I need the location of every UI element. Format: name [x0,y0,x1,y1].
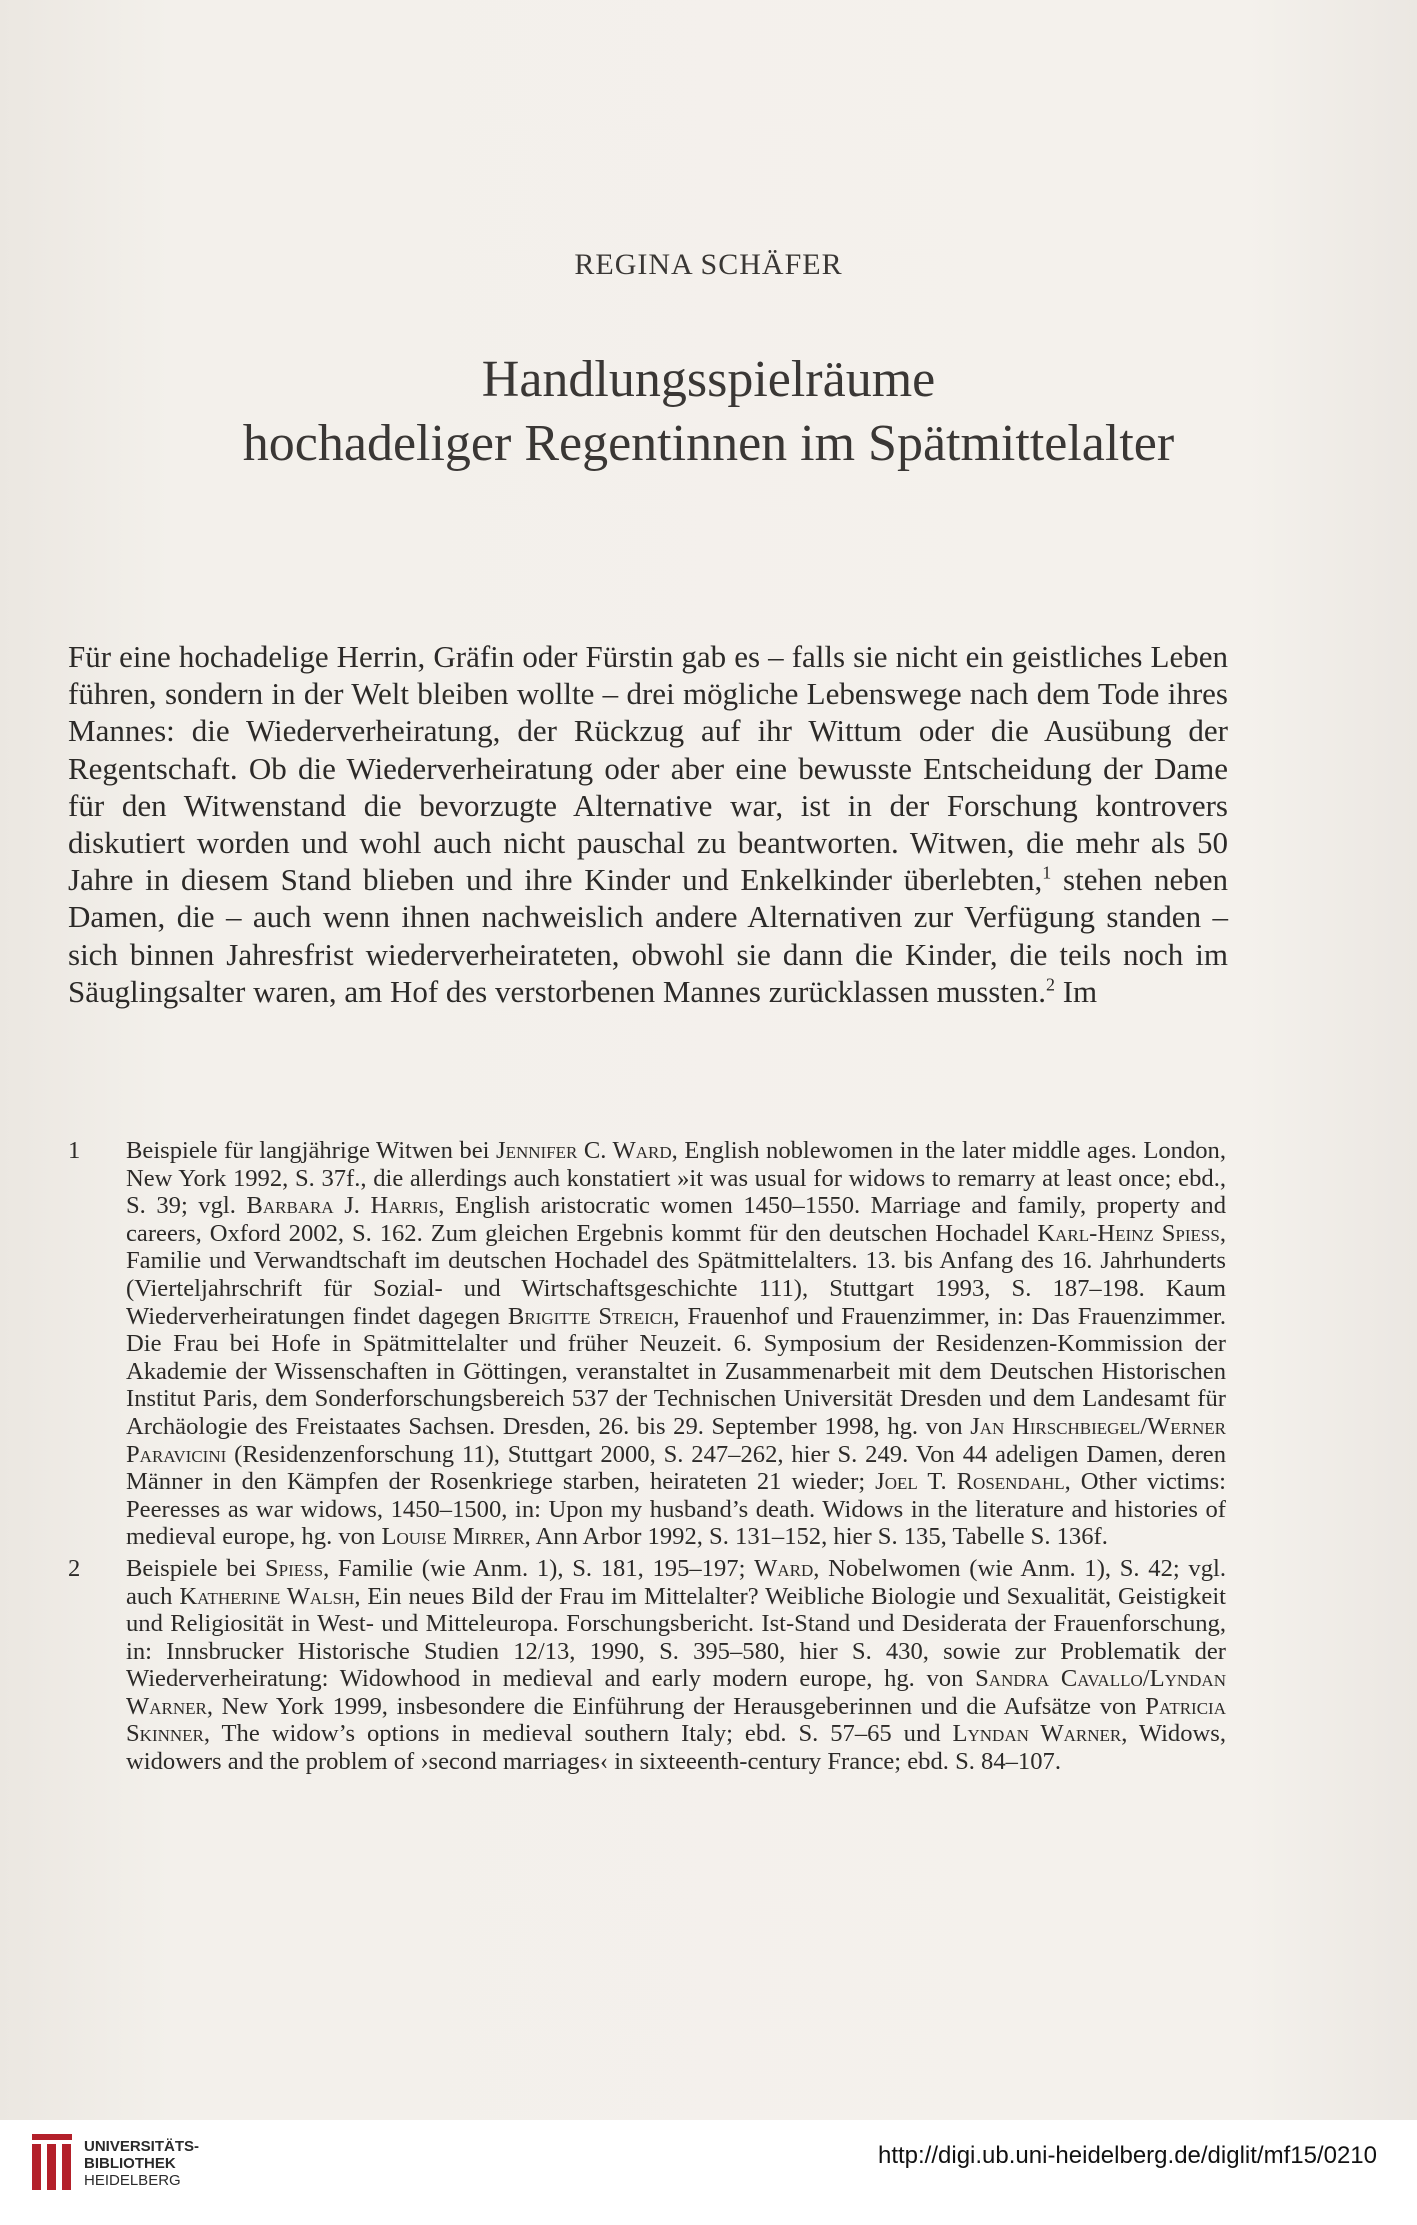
cited-author: Karl-Heinz Spiess [1037,1219,1220,1247]
library-name-line-1: UNIVERSITÄTS- [84,2138,200,2155]
cited-author: Ward [754,1554,814,1582]
footnote-text-segment: Beispiele für langjährige Witwen bei [126,1137,496,1164]
footnote-text-segment: , Familie (wie Anm. 1), S. 181, 195–197; [323,1554,755,1582]
footnote-text-segment: (Residenzenforschung 11), Stuttgart 2000, S. 247–262, hier S. 249. Von 44 adeligen Damen, deren Männer in den Kämpfen der Rosenkriege starben, heirateten 21 wieder; [126,1440,1226,1496]
cited-author: Jan Hirschbiegel/Werner Paravicini [126,1412,1226,1468]
cited-author: Barbara J. Harris [246,1192,439,1220]
title-line-1: Handlungsspielräume [481,351,936,408]
footnote-text-segment: , English aristocratic women 1450–1550. Marriage and family, property and careers, Oxford 2002, S. 162. Zum gleichen Ergebnis kommt für den deutschen Hochadel [126,1192,1226,1247]
footnote-text-segment: , Widows, widowers and the problem of ›second marriages‹ in sixteeenth-century France; ebd. S. 84–107. [126,1720,1226,1776]
cited-author: Spiess [264,1554,324,1582]
footnote-text-segment: , Ein neues Bild der Frau im Mittelalter? Weibliche Biologie und Sexualität, Geistigkeit und Religiosität in West- und Mitteleuropa. Forschungsbericht. Ist-Stand und Desiderata der Frauenforschung, in: Innsbrucker Historische Studien 12/13, 1990, S. 395–580, hier S. 430, sowie zur Problematik der Wiederverheiratung: Widowhood in medieval and early modern europe, hg. von [126,1582,1226,1693]
library-name-line-2: BIBLIOTHEK [84,2155,176,2172]
cited-author: Joel T. Rosendahl [875,1468,1065,1496]
footnote-text-segment: , Frauenhof und Frauenzimmer, in: Das Frauenzimmer. Die Frau bei Hofe in Spätmittelalter und früher Neuzeit. 6. Symposium der Residenzen-Kommission der Akademie der Wissenschaften in Göttingen, veranstaltet in Zusammenarbeit mit dem Deutschen Historischen Institut Paris, dem Sonderforschungsbereich 537 der Technischen Universität Dresden und dem Landesamt für Archäologie des Freistaates Sachsen. Dresden, 26. bis 29. September 1998, hg. von [126,1302,1226,1440]
footnote-text-segment: Beispiele bei [126,1554,265,1582]
footnote-number: 2 [68,1554,81,1582]
cited-author: Lyndan Warner [952,1720,1122,1748]
cited-author: Brigitte Streich [507,1302,674,1330]
footnote-text [126,1137,1226,1550]
author-name: REGINA SCHÄFER [574,248,843,281]
footnotes [68,1137,1226,1780]
footnote-text-segment: , English noblewomen in the later middle ages. London, New York 1992, S. 37f., die allerdings auch konstatiert »it was usual for widows to remarry at least once; ebd., S. 39; vgl. [126,1137,1227,1220]
library-footer [0,2120,1417,2225]
library-name [84,2138,199,2189]
cited-author: Jennifer C. Ward [496,1137,672,1164]
title-line-2: hochadeliger Regentinnen im Spätmittelalter [242,415,1175,472]
body-text-part-2: stehen neben Damen, die – auch wenn ihnen nachweislich andere Alternativen zur Verfügung standen – sich binnen Jahresfrist wiederverheirateten, obwohl sie dann die Kinder, die teils noch im Säuglingsalter waren, am Hof des verstorbenen Mannes zurücklassen mussten. [68,862,1229,1009]
cited-author: Louise Mirrer [381,1523,525,1551]
footnote-text-segment: , Other victims: Peeresses as war widows, 1450–1500, in: Upon my husband’s death. Widows in the literature and histories of medieval europe, hg. von [126,1468,1226,1551]
article-title [0,348,1417,476]
footnote-2 [68,1555,1226,1776]
footnote-text-segment: , New York 1999, insbesondere die Einführung der Herausgeberinnen und die Aufsätze von [206,1692,1146,1720]
body-text-part-3: Im [1054,973,1098,1009]
footnote-text-segment: , Familie und Verwandtschaft im deutschen Hochadel des Spätmittelalters. 13. bis Anfang des 16. Jahrhunderts (Vierteljahrschrift für Sozial- und Wirtschaftsgeschichte 111), Stuttgart 1993, S. 187–198. Kaum Wiederverheiratungen findet dagegen [126,1219,1226,1330]
footnote-1 [68,1137,1226,1551]
library-logo-icon [30,2132,74,2194]
footnote-ref-1[interactable]: 1 [1042,862,1052,883]
cited-author: Patricia Skinner [126,1692,1226,1748]
footnote-text-segment: , Nobelwomen (wie Anm. 1), S. 42; vgl. auch [126,1554,1226,1610]
footnote-text-segment: , The widow’s options in medieval southern Italy; ebd. S. 57–65 und [203,1720,953,1748]
footnote-text [126,1555,1226,1775]
library-name-line-3: HEIDELBERG [84,2172,181,2189]
footnote-number: 1 [68,1137,81,1164]
source-url-link[interactable]: http://digi.ub.uni-heidelberg.de/diglit/mf15/0210 [877,2142,1377,2169]
footnote-text-segment: , Ann Arbor 1992, S. 131–152, hier S. 135, Tabelle S. 136f. [524,1523,1108,1551]
body-paragraph [68,638,1228,1010]
cited-author: Katherine Walsh [179,1582,355,1610]
body-text-part-1: Für eine hochadelige Herrin, Gräfin oder Fürstin gab es – falls sie nicht ein geistliches Leben führen, sondern in der Welt bleiben wollte – drei mögliche Lebenswege nach dem Tode ihres Mannes: die Wiederverheiratung, der Rückzug auf ihr Wittum oder die Ausübung der Regentschaft. Ob die Wiederverheiratung oder aber eine bewusste Entscheidung der Dame für den Witwenstand die bevorzugte Alternative war, ist in der Forschung kontrovers diskutiert worden und wohl auch nicht pauschal zu beantworten. Witwen, die mehr als 50 Jahre in diesem Stand blieben und ihre Kinder und Enkelkinder überlebten, [68,639,1228,898]
footnote-ref-2[interactable]: 2 [1045,974,1055,995]
cited-author: Sandra Cavallo/Lyndan Warner [126,1665,1226,1720]
